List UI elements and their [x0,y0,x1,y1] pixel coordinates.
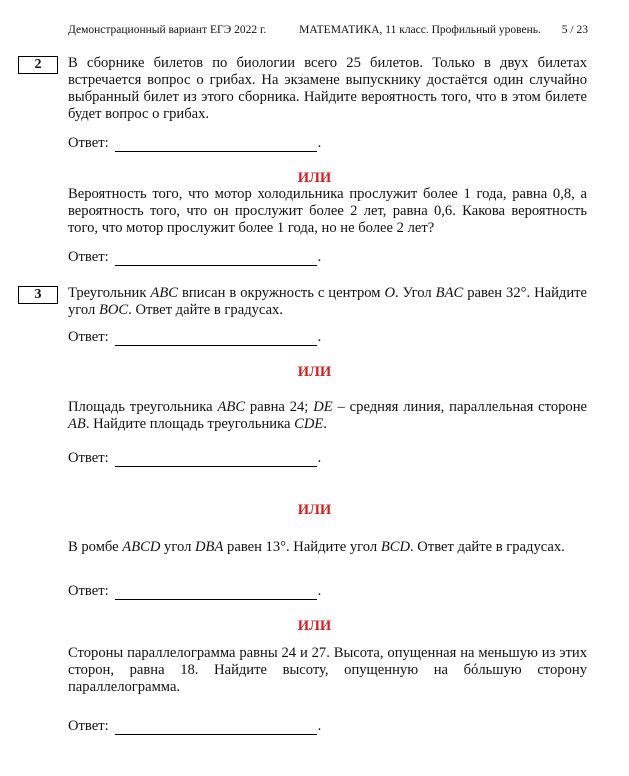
answer-line[interactable] [115,253,317,266]
answer-label: Ответ: [68,718,109,734]
task-text: В ромбе ABCD угол DBA равен 13°. Найдите угол BCD. Ответ дайте в градусах. [68,539,565,555]
task-number-box: 2 [18,56,58,74]
answer-field[interactable]: Ответ: . [68,450,322,466]
answer-label: Ответ: [68,249,109,265]
or-separator: ИЛИ [297,364,332,380]
answer-line[interactable] [115,333,317,346]
answer-label: Ответ: [68,450,109,466]
header-subject: МАТЕМАТИКА, 11 класс. Профильный уровень. [299,24,541,36]
answer-label: Ответ: [68,135,109,151]
task-text: Вероятность того, что мотор холодильника прослужит более 1 года, равна 0,8, а вероятность того, что он прослужит более 2 лет, равна 0,6. Какова вероятность того, что мотор прослужит более 1 года, но не более 2 лет? [68,186,587,236]
answer-line[interactable] [115,139,317,152]
answer-field[interactable]: Ответ: . [68,718,322,734]
task-text: Стороны параллелограмма равны 24 и 27. Высота, опущенная на меньшую из этих сторон, равна 18. Найдите высоту, опущенную на бóльшую сторону параллелограмма. [68,645,587,695]
answer-field[interactable]: Ответ: . [68,329,322,345]
task-number-box: 3 [18,286,58,304]
task-text: В сборнике билетов по биологии всего 25 билетов. Только в двух билетах встречается вопрос о грибах. На экзамене выпускнику достаётся один случайно выбранный билет из этого сборника. Найдите вероятность того, что в этом билете будет вопрос о грибах. [68,55,587,122]
task-text: Треугольник ABC вписан в окружность с центром O. Угол BAC равен 32°. Найдите угол BOC. Ответ дайте в градусах. [68,285,587,318]
header-exam-title: Демонстрационный вариант ЕГЭ 2022 г. [68,24,267,36]
answer-line[interactable] [115,454,317,467]
or-separator: ИЛИ [297,618,332,634]
answer-field[interactable]: Ответ: . [68,249,322,265]
answer-field[interactable]: Ответ: . [68,135,322,151]
answer-line[interactable] [115,722,317,735]
or-separator: ИЛИ [297,170,332,186]
task-text: Площадь треугольника ABC равна 24; DE – средняя линия, параллельная стороне AB. Найдите площадь треугольника CDE. [68,399,588,432]
or-separator: ИЛИ [297,502,332,518]
answer-label: Ответ: [68,583,109,599]
answer-label: Ответ: [68,329,109,345]
page-header [68,24,588,36]
answer-line[interactable] [115,587,317,600]
answer-field[interactable]: Ответ: . [68,583,322,599]
header-page-number: 5 / 23 [561,24,588,36]
